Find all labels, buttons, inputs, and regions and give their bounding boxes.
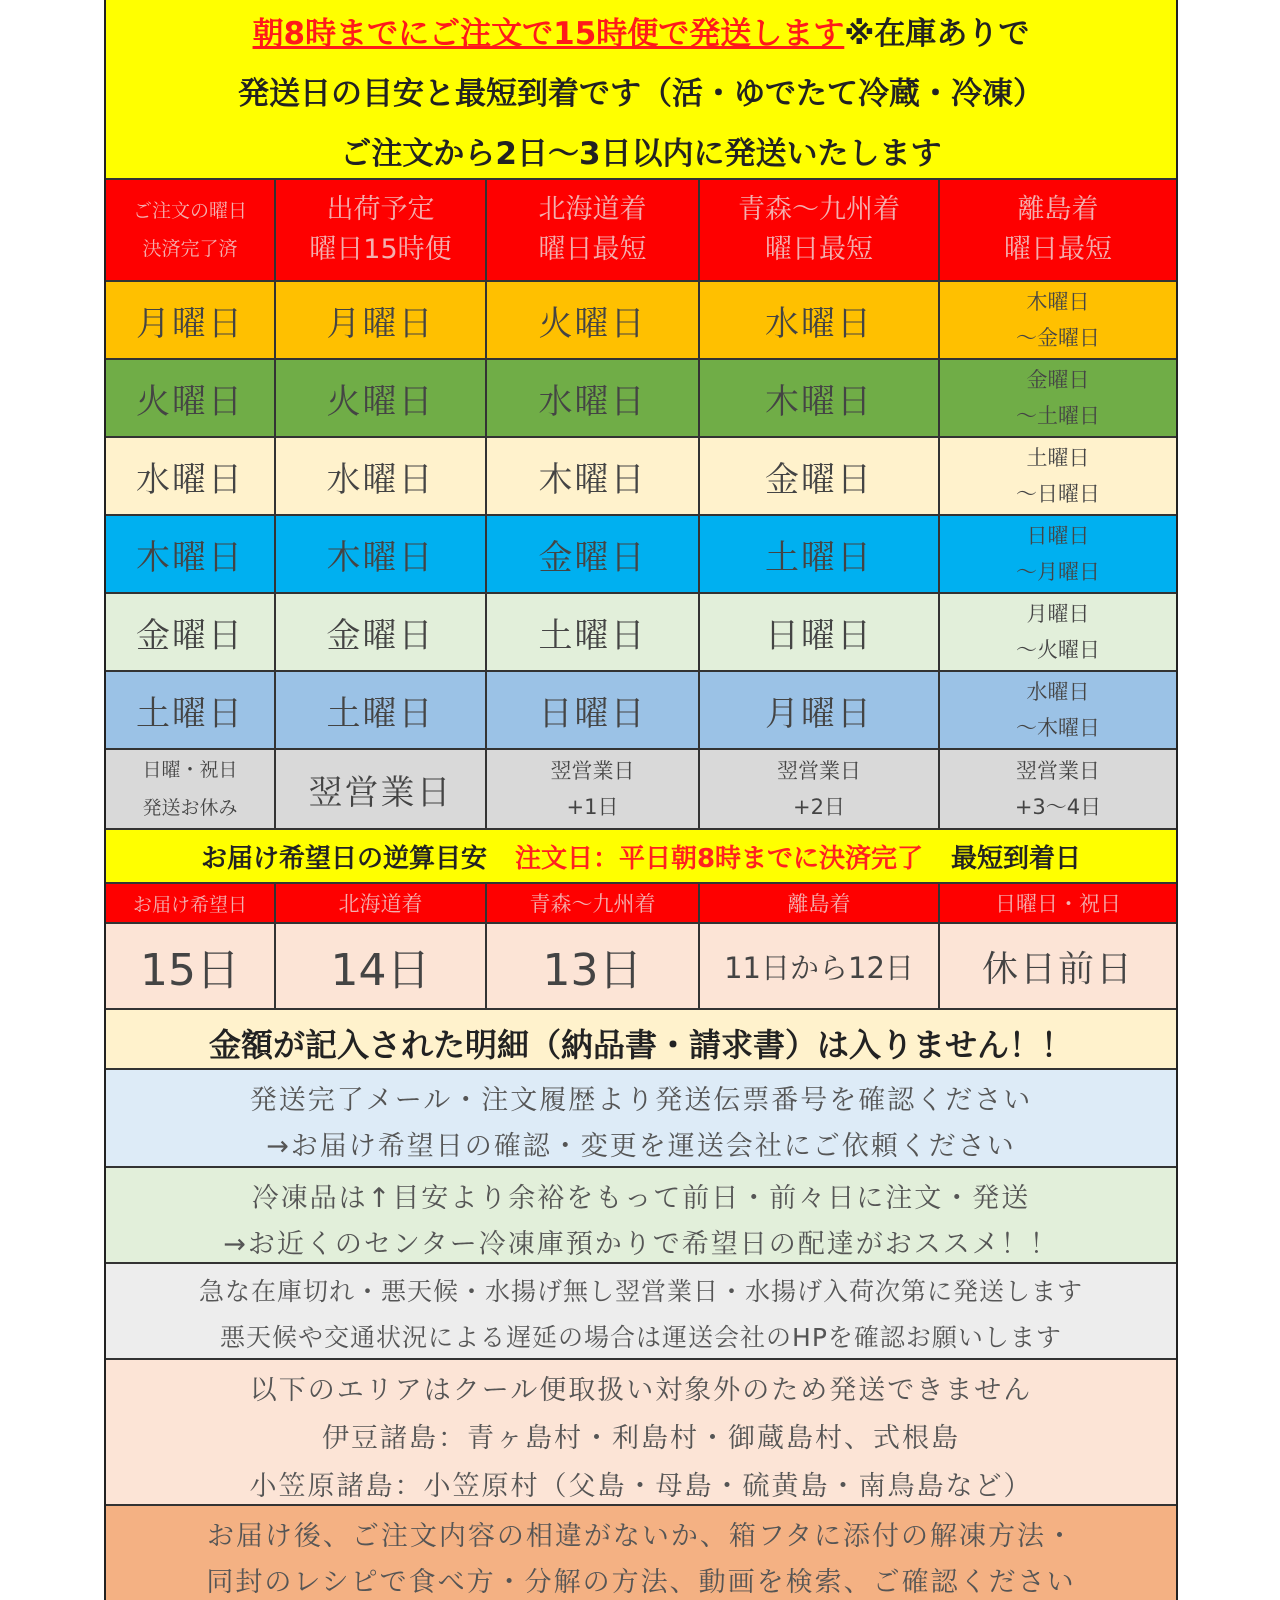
weather-notice: 急な在庫切れ・悪天候・水揚げ無し翌営業日・水揚げ入荷次第に発送します 悪天候や交通状況による遅延の場合は運送会社のHPを確認お願いします	[106, 1264, 1176, 1360]
schedule-row-holiday: 日曜・祝日 発送お休み 翌営業日 翌営業日 +1日 翌営業日 +2日 翌営業日 +3～4日	[106, 750, 1176, 830]
header-aomori-kyushu: 青森～九州着 曜日最短	[700, 180, 940, 280]
backcalc-title-fastest: 最短到着日	[951, 844, 1082, 874]
shipping-banner	[106, 0, 1176, 180]
frozen-notice: 冷凍品は↑目安より余裕をもって前日・前々日に注文・発送 →お近くのセンター冷凍庫預かりで希望日の配達がおススメ！！	[106, 1168, 1176, 1264]
after-delivery-notice: お届け後、ご注文内容の相違がないか、箱フタに添付の解凍方法・ 同封のレシピで食べ方・分解の方法、動画を検索、ご確認ください	[106, 1506, 1176, 1600]
backcalc-values-row: 15日 14日 13日 11日から12日 休日前日	[106, 924, 1176, 1010]
schedule-row-monday: 月曜日 月曜日 火曜日 水曜日 木曜日 ～金曜日	[106, 282, 1176, 360]
backcalc-title-order: 注文日：平日朝8時までに決済完了	[514, 844, 924, 874]
schedule-row-thursday: 木曜日 木曜日 金曜日 土曜日 日曜日 ～月曜日	[106, 516, 1176, 594]
backcalc-header-row: お届け希望日 北海道着 青森～九州着 離島着 日曜日・祝日	[106, 884, 1176, 924]
tracking-notice: 発送完了メール・注文履歴より発送伝票番号を確認ください →お届け希望日の確認・変更を運送会社にご依頼ください	[106, 1070, 1176, 1168]
schedule-row-wednesday: 水曜日 水曜日 木曜日 金曜日 土曜日 ～日曜日	[106, 438, 1176, 516]
schedule-row-friday: 金曜日 金曜日 土曜日 日曜日 月曜日 ～火曜日	[106, 594, 1176, 672]
banner-line-3: ご注文から2日～3日以内に発送いたします	[340, 136, 942, 172]
header-order-day: ご注文の曜日 決済完了済	[106, 180, 276, 280]
header-hokkaido: 北海道着 曜日最短	[487, 180, 700, 280]
banner-line-2: 発送日の目安と最短到着です（活・ゆでたて冷蔵・冷凍）	[238, 76, 1044, 112]
schedule-header-row	[106, 180, 1176, 282]
backcalc-title-main: お届け希望日の逆算目安	[200, 844, 487, 874]
backcalc-title	[106, 830, 1176, 884]
schedule-row-saturday: 土曜日 土曜日 日曜日 月曜日 水曜日 ～木曜日	[106, 672, 1176, 750]
excluded-areas-notice: 以下のエリアはクール便取扱い対象外のため発送できません 伊豆諸島：青ヶ島村・利島村・御蔵島村、式根島 小笠原諸島：小笠原村（父島・母島・硫黄島・南鳥島など）	[106, 1360, 1176, 1506]
banner-line-1	[106, 8, 1176, 53]
no-invoice-notice: 金額が記入された明細（納品書・請求書）は入りません！！	[106, 1010, 1176, 1070]
shipping-info-sheet	[104, 0, 1178, 1600]
banner-cutoff-text: 朝8時までにご注文で15時便で発送します	[252, 16, 845, 52]
schedule-row-tuesday: 火曜日 火曜日 水曜日 木曜日 金曜日 ～土曜日	[106, 360, 1176, 438]
header-ship-day: 出荷予定 曜日15時便	[276, 180, 487, 280]
header-remote-islands: 離島着 曜日最短	[1004, 194, 1112, 265]
banner-stock-note: ※在庫ありで	[844, 16, 1030, 52]
